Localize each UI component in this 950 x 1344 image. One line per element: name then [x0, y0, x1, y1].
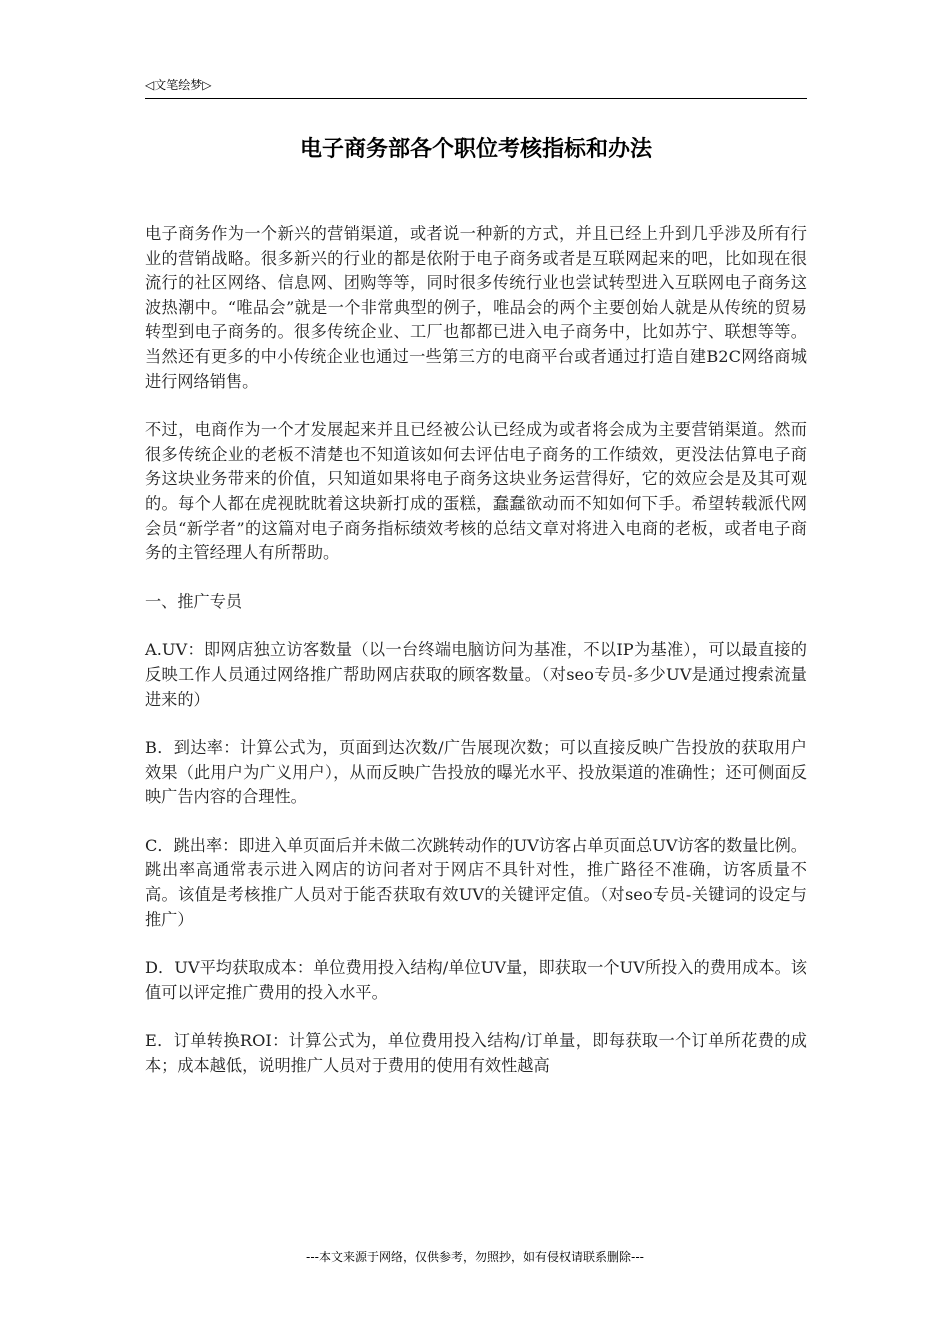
paragraph-intro: 电子商务作为一个新兴的营销渠道，或者说一种新的方式，并且已经上升到几乎涉及所有行业的营销战略。很多新兴的行业的都是依附于电子商务或者是互联网起来的吧，比如现在很流行的社区网络、信息网、团购等等，同时很多传统行业也尝试转型进入互联网电子商务这波热潮中。“唯品会”就是一个非常典型的例子，唯品会的两个主要创始人就是从传统的贸易转型到电子商务的。很多传统企业、工厂也都都已进入电子商务中，比如苏宁、联想等等。当然还有更多的中小传统企业也通过一些第三方的电商平台或者通过打造自建B2C网络商城进行网络销售。 [145, 224, 807, 391]
paragraph-arrival-rate: B．到达率：计算公式为，页面到达次数/广告展现次数；可以直接反映广告投放的获取用户效果（此用户为广义用户），从而反映广告投放的曝光水平、投放渠道的准确性；还可侧面反映广告内容的合理性。 [145, 738, 807, 807]
document-body [145, 222, 807, 1103]
paragraph-uv: A.UV：即网店独立访客数量（以一台终端电脑访问为基准，不以IP为基准），可以最直接的反映工作人员通过网络推广帮助网店获取的顾客数量。（对seo专员-多少UV是通过搜索流量进来的） [145, 640, 807, 709]
paragraph-bounce-rate: C．跳出率：即进入单页面后并未做二次跳转动作的UV访客占单页面总UV访客的数量比例。跳出率高通常表示进入网店的访问者对于网店不具针对性，推广路径不准确，访客质量不高。该值是考核推广人员对于能否获取有效UV的关键评定值。（对seo专员-关键词的设定与推广） [145, 835, 807, 929]
page-footer: ---本文来源于网络，仅供参考，勿照抄，如有侵权请联系删除--- [306, 1250, 644, 1264]
section-heading-promotion: 一、推广专员 [145, 591, 243, 611]
document-title: 电子商务部各个职位考核指标和办法 [299, 136, 652, 162]
page-header: ◁文笔绘梦▷ [145, 76, 807, 99]
paragraph-uv-cost: D．UV平均获取成本：单位费用投入结构/单位UV量，即获取一个UV所投入的费用成本。该值可以评定推广费用的投入水平。 [145, 958, 807, 1002]
paragraph-context: 不过，电商作为一个才发展起来并且已经被公认已经成为或者将会成为主要营销渠道。然而很多传统企业的老板不清楚也不知道该如何去评估电子商务的工作绩效，更没法估算电子商务这块业务带来的价值，只知道如果将电子商务这块业务运营得好，它的效应会是及其可观的。每个人都在虎视眈眈着这块新打成的蛋糕，蠢蠢欲动而不知如何下手。希望转载派代网会员“新学者”的这篇对电子商务指标绩效考核的总结文章对将进入电商的老板，或者电子商务的主管经理人有所帮助。 [145, 420, 807, 563]
paragraph-order-roi: E．订单转换ROI：计算公式为，单位费用投入结构/订单量，即每获取一个订单所花费的成本；成本越低，说明推广人员对于费用的使用有效性越高 [145, 1031, 807, 1076]
